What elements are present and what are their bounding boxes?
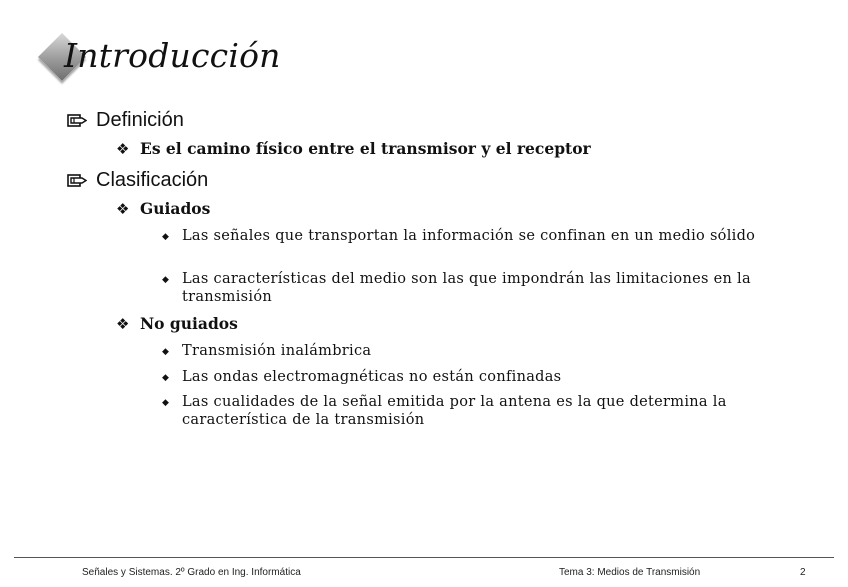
title-block — [38, 34, 438, 86]
sub-list-item: Las señales que transportan la información se confinan en un medio sólido — [182, 228, 756, 244]
footer-course: Señales y Sistemas. 2º Grado en Ing. Informática — [82, 567, 301, 578]
section-heading: Definición — [96, 109, 184, 131]
footer-topic: Tema 3: Medios de Transmisión — [559, 567, 701, 578]
list-item: Es el camino físico entre el transmisor y el receptor — [140, 139, 591, 158]
small-diamond-icon: ◆ — [162, 347, 169, 357]
pencil-box-icon — [67, 173, 87, 189]
sub-list-item: Las características del medio son las que impondrán las limitaciones en la transmisión — [182, 271, 751, 305]
list-item: Guiados — [140, 199, 211, 218]
small-diamond-icon: ◆ — [162, 373, 169, 383]
sub-list-item: Transmisión inalámbrica — [182, 343, 372, 359]
page-number: 2 — [800, 567, 806, 578]
four-diamond-star-icon: ❖ — [116, 200, 130, 218]
small-diamond-icon: ◆ — [162, 232, 169, 242]
four-diamond-star-icon: ❖ — [116, 315, 130, 333]
sub-list-item: Las cualidades de la señal emitida por la antena es la que determina la característica de la transmisión — [182, 394, 727, 428]
pencil-box-icon — [67, 113, 87, 129]
small-diamond-icon: ◆ — [162, 398, 169, 408]
section-heading: Clasificación — [96, 169, 209, 191]
slide-title: Introducción — [64, 36, 281, 75]
four-diamond-star-icon: ❖ — [116, 140, 130, 158]
footer-divider — [14, 557, 834, 558]
list-item: No guiados — [140, 314, 238, 333]
small-diamond-icon: ◆ — [162, 275, 169, 285]
sub-list-item: Las ondas electromagnéticas no están confinadas — [182, 369, 562, 385]
